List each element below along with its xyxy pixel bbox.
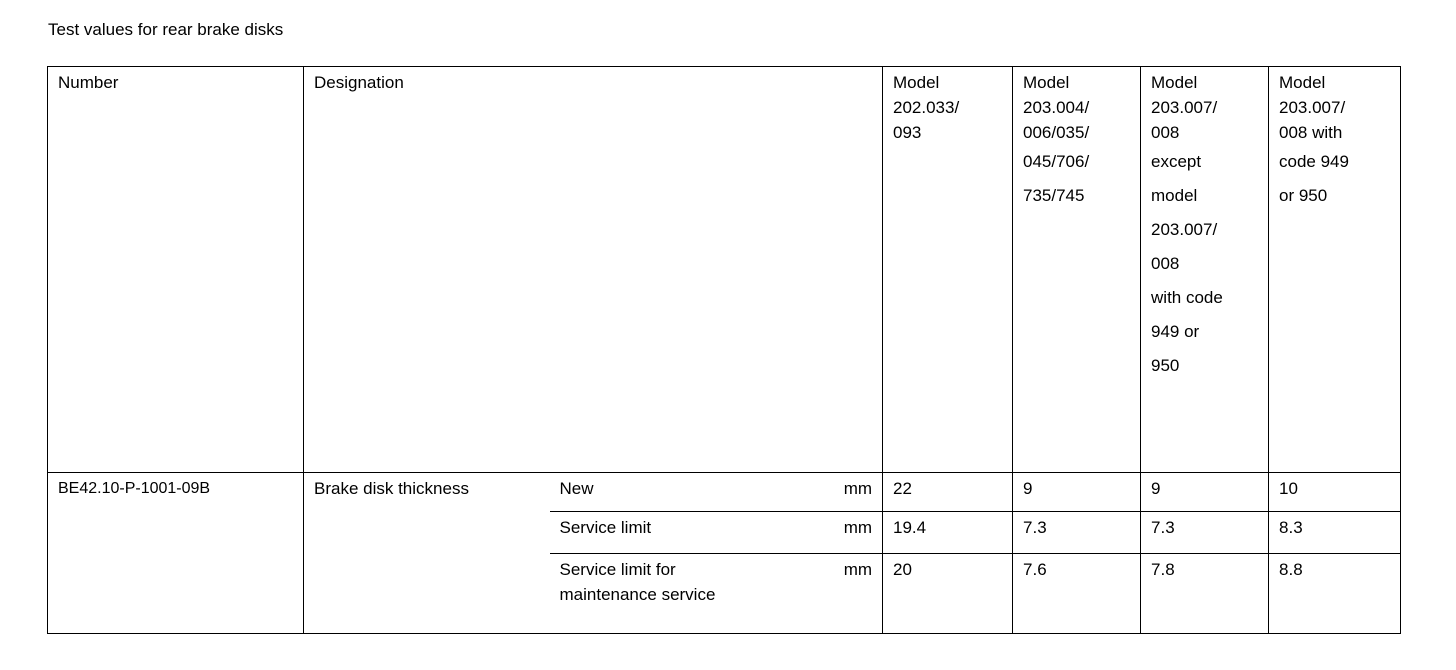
value-cell: 7.8 [1141, 554, 1269, 634]
header-model-1: Model 202.033/ 093 [883, 67, 1013, 473]
header-model-4: Model 203.007/ 008 with code 949 or 950 [1269, 67, 1401, 473]
page-title: Test values for rear brake disks [48, 20, 284, 39]
value-cell: 7.3 [1141, 512, 1269, 554]
row-label: Service limit for maintenance service [550, 554, 823, 634]
row-unit: mm [823, 473, 883, 512]
header-designation: Designation [304, 67, 883, 473]
value-cell: 7.6 [1013, 554, 1141, 634]
row-unit: mm [823, 554, 883, 634]
header-model-2: Model 203.004/ 006/035/ 045/706/ 735/745 [1013, 67, 1141, 473]
value-cell: 8.3 [1269, 512, 1401, 554]
value-cell: 20 [883, 554, 1013, 634]
value-cell: 8.8 [1269, 554, 1401, 634]
value-cell: 9 [1013, 473, 1141, 512]
row-unit: mm [823, 512, 883, 554]
header-number: Number [48, 67, 304, 473]
header-model-3: Model 203.007/ 008 except model 203.007/ 008 with code 949 or 950 [1141, 67, 1269, 473]
designation-cell: Brake disk thickness [304, 473, 550, 634]
value-cell: 10 [1269, 473, 1401, 512]
value-cell: 7.3 [1013, 512, 1141, 554]
value-cell: 9 [1141, 473, 1269, 512]
value-cell: 19.4 [883, 512, 1013, 554]
test-values-table [47, 66, 1401, 634]
number-cell: BE42.10-P-1001-09B [48, 473, 304, 634]
row-label: New [550, 473, 823, 512]
row-label: Service limit [550, 512, 823, 554]
table-row [48, 473, 1401, 512]
value-cell: 22 [883, 473, 1013, 512]
header-row [48, 67, 1401, 473]
